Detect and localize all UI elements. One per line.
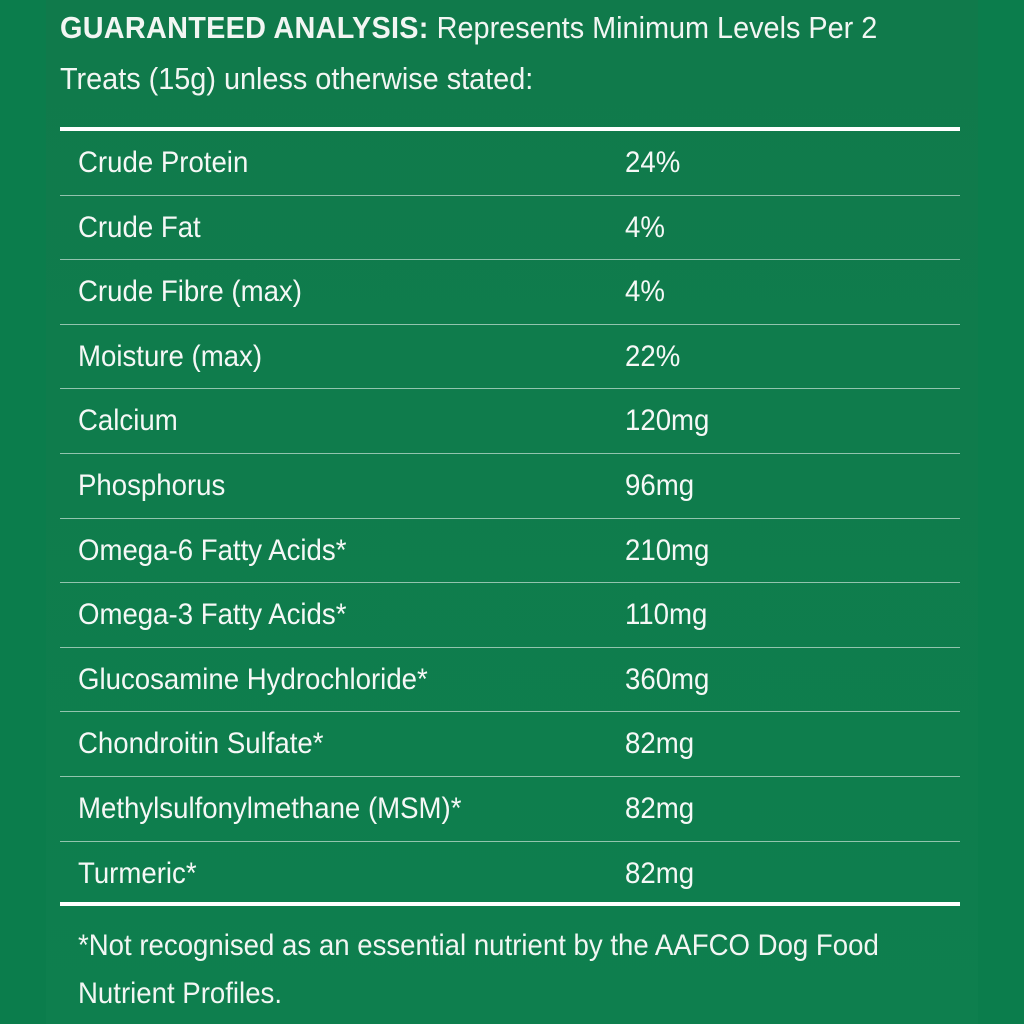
- nutrient-value: 4%: [625, 210, 665, 244]
- nutrient-value: 82mg: [625, 727, 695, 761]
- table-row: [60, 648, 960, 713]
- nutrient-table: [60, 131, 960, 906]
- nutrient-name: Glucosamine Hydrochloride*: [78, 662, 428, 696]
- nutrient-value: 96mg: [625, 468, 695, 502]
- nutrient-name: Omega-3 Fatty Acids*: [78, 598, 347, 632]
- guaranteed-analysis-heading: [60, 2, 916, 104]
- nutrient-name: Omega-6 Fatty Acids*: [78, 533, 347, 567]
- footnote-line1: *Not recognised as an essential nutrient by the AAFCO Dog Food: [78, 929, 879, 962]
- nutrient-value: 82mg: [625, 791, 695, 825]
- nutrient-value: 110mg: [625, 598, 708, 632]
- nutrient-name: Crude Fibre (max): [78, 275, 302, 309]
- table-bottom-rule: [60, 902, 960, 906]
- nutrient-name: Phosphorus: [78, 468, 226, 502]
- footnote-line2: Nutrient Profiles.: [78, 977, 283, 1010]
- table-row: [60, 325, 960, 390]
- table-row: [60, 712, 960, 777]
- nutrient-name: Crude Protein: [78, 146, 249, 179]
- table-row: [60, 777, 960, 842]
- nutrient-name: Chondroitin Sulfate*: [78, 727, 324, 761]
- nutrient-value: 120mg: [625, 404, 710, 438]
- table-row: [60, 583, 960, 648]
- heading-line2-text: Treats (15g) unless otherwise stated:: [60, 61, 534, 96]
- nutrient-value: 82mg: [625, 856, 695, 890]
- nutrient-name: Calcium: [78, 404, 178, 438]
- nutrient-value: 22%: [625, 339, 681, 373]
- nutrient-name: Moisture (max): [78, 339, 263, 373]
- nutrient-value: 360mg: [625, 662, 710, 696]
- table-row: [60, 454, 960, 519]
- footnote: [78, 922, 906, 1018]
- heading-bold-label: GUARANTEED ANALYSIS:: [60, 10, 429, 45]
- nutrient-name: Methylsulfonylmethane (MSM)*: [78, 791, 462, 825]
- nutrient-value: 4%: [625, 275, 665, 309]
- table-row: [60, 131, 960, 196]
- nutrient-name: Turmeric*: [78, 856, 197, 890]
- nutrient-name: Crude Fat: [78, 210, 201, 244]
- heading-line1-text: Represents Minimum Levels Per 2: [436, 10, 878, 45]
- table-row: [60, 842, 960, 907]
- table-row: [60, 260, 960, 325]
- table-row: [60, 196, 960, 261]
- nutrient-value: 24%: [625, 146, 681, 179]
- table-row: [60, 519, 960, 584]
- nutrient-value: 210mg: [625, 533, 710, 567]
- table-row: [60, 389, 960, 454]
